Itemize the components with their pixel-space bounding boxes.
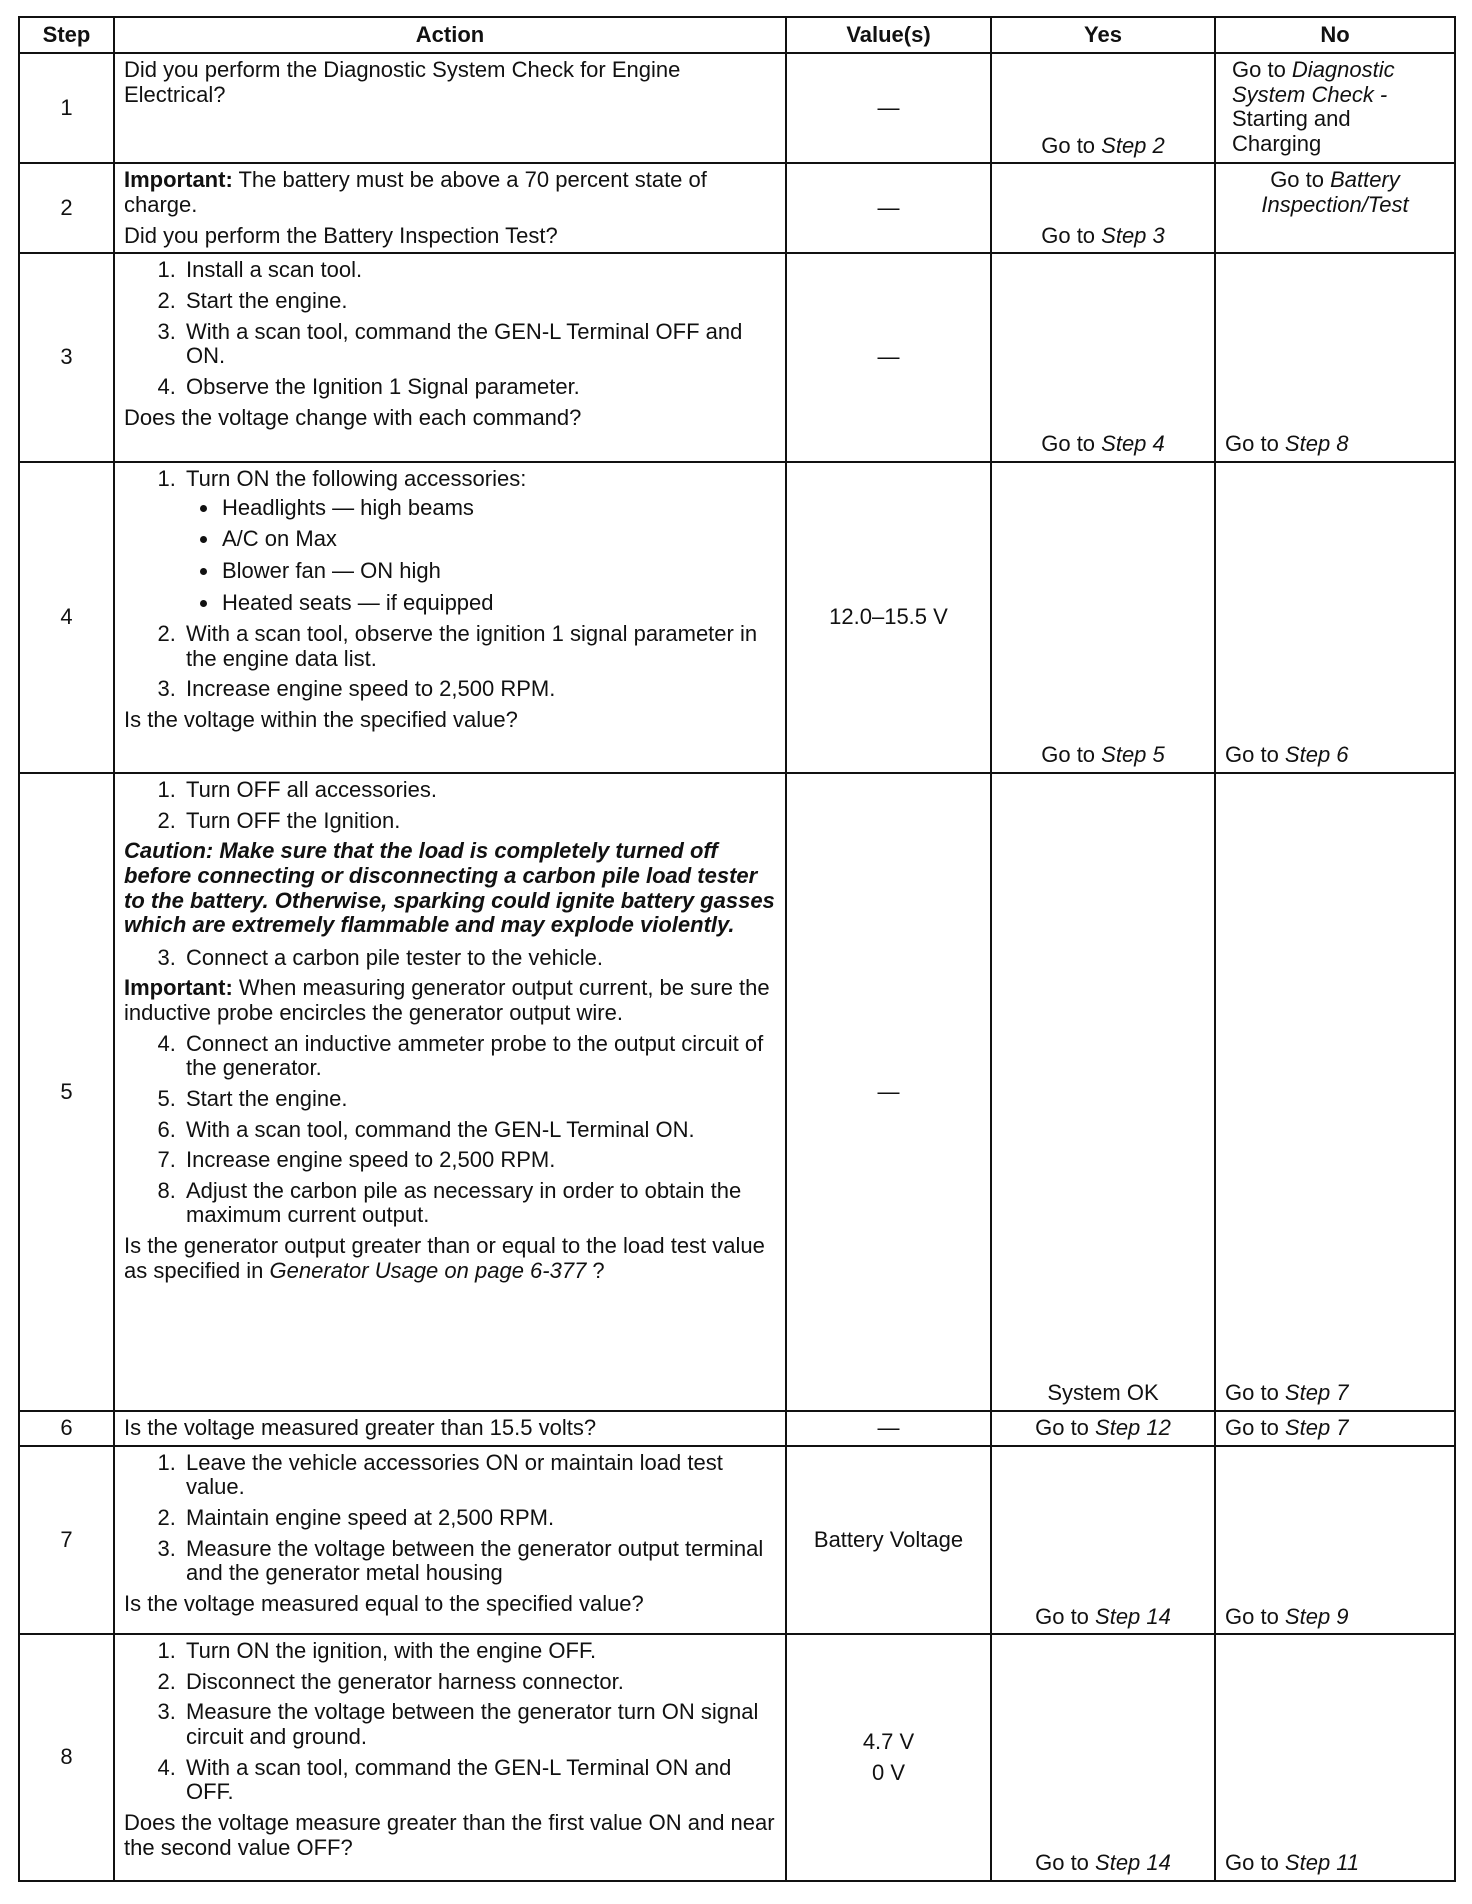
header-row <box>19 17 1455 53</box>
yes-step-link[interactable]: Step 14 <box>1095 1603 1171 1629</box>
value-dash: — <box>877 1078 900 1104</box>
no-prefix: Go to <box>1225 1850 1285 1876</box>
table-row <box>19 773 1455 1411</box>
action-step-text: Turn ON the following accessories: <box>186 466 527 492</box>
action-step: 4. With a scan tool, command the GEN-L Terminal ON and OFF. <box>182 1756 776 1805</box>
accessory-item: • Blower fan — ON high <box>220 559 776 584</box>
no-cell <box>1215 253 1455 462</box>
value-cell <box>786 1411 991 1446</box>
yes-cell <box>991 53 1215 163</box>
action-steps <box>124 467 776 702</box>
accessory-item: • A/C on Max <box>220 527 776 552</box>
header-step: Step <box>19 17 114 53</box>
value-cell: 12.0–15.5 V <box>786 462 991 773</box>
action-cell <box>114 1446 786 1635</box>
important-label: Important: <box>124 975 233 1001</box>
action-step: 4. Connect an inductive ammeter probe to the output circuit of the generator. <box>182 1032 776 1081</box>
action-cell <box>114 53 786 163</box>
action-step: 8. Adjust the carbon pile as necessary in order to obtain the maximum current output. <box>182 1179 776 1228</box>
no-suffix: Starting and Charging <box>1232 106 1351 156</box>
no-step-link[interactable]: Step 7 <box>1284 1380 1349 1406</box>
no-step-link[interactable]: Step 8 <box>1284 431 1349 457</box>
important-text: When measuring generator output current, be sure the inductive probe encircles the generator output wire. <box>124 975 770 1026</box>
action-step: 2. With a scan tool, observe the ignition 1 signal parameter in the engine data list. <box>182 622 776 671</box>
yes-cell <box>991 163 1215 253</box>
action-cell <box>114 163 786 253</box>
diagnostic-table <box>18 16 1456 1882</box>
yes-step-link[interactable]: Step 14 <box>1095 1850 1171 1876</box>
action-question: Is the voltage measured greater than 15.5 volts? <box>124 1414 597 1440</box>
accessory-list <box>186 496 776 616</box>
action-step: 2. Turn OFF the Ignition. <box>182 809 776 834</box>
action-cell <box>114 253 786 462</box>
header-values: Value(s) <box>786 17 991 53</box>
action-step: 2. Start the engine. <box>182 289 776 314</box>
step-number: 4 <box>19 462 114 773</box>
value-dash: — <box>877 94 900 120</box>
no-prefix: Go to <box>1225 742 1285 768</box>
no-prefix: Go to <box>1225 1380 1285 1406</box>
no-step-link[interactable]: Step 11 <box>1284 1850 1360 1876</box>
value-cell <box>786 163 991 253</box>
action-step: 3. Measure the voltage between the generator turn ON signal circuit and ground. <box>182 1700 776 1749</box>
value-cell <box>786 253 991 462</box>
action-steps <box>124 258 776 399</box>
yes-prefix: Go to <box>1041 132 1102 158</box>
step-number: 2 <box>19 163 114 253</box>
action-question: Did you perform the Battery Inspection Test? <box>124 222 558 248</box>
step-number: 6 <box>19 1411 114 1446</box>
yes-prefix: Go to <box>1035 1603 1096 1629</box>
table-row <box>19 53 1455 163</box>
accessory-item: • Heated seats — if equipped <box>220 591 776 616</box>
action-question: Does the voltage measure greater than the first value ON and near the second value OFF? <box>124 1809 775 1860</box>
table-row <box>19 1446 1455 1635</box>
value-dash: — <box>877 1414 900 1440</box>
action-step: 3. Measure the voltage between the generator output terminal and the generator metal housing <box>182 1537 776 1586</box>
action-cell <box>114 462 786 773</box>
important-label: Important: <box>124 167 233 193</box>
no-prefix: Go to <box>1232 57 1292 82</box>
action-step: 7. Increase engine speed to 2,500 RPM. <box>182 1148 776 1173</box>
yes-step-link[interactable]: Step 4 <box>1101 431 1165 457</box>
action-step: 1. Turn ON the ignition, with the engine OFF. <box>182 1639 776 1664</box>
no-step-link[interactable]: Diagnostic System Check - <box>1232 57 1395 107</box>
action-step: 3. With a scan tool, command the GEN-L Terminal OFF and ON. <box>182 320 776 369</box>
no-prefix: Go to <box>1225 1603 1285 1629</box>
table-row <box>19 163 1455 253</box>
action-steps <box>124 778 776 833</box>
action-step: 2. Maintain engine speed at 2,500 RPM. <box>182 1506 776 1531</box>
no-prefix: Go to <box>1225 431 1285 457</box>
yes-step-link[interactable]: Step 2 <box>1101 132 1165 158</box>
no-cell <box>1215 462 1455 773</box>
action-step: 3. Connect a carbon pile tester to the vehicle. <box>182 946 776 971</box>
yes-cell <box>991 253 1215 462</box>
action-step: 1. Leave the vehicle accessories ON or maintain load test value. <box>182 1451 776 1500</box>
action-steps <box>124 1639 776 1805</box>
table-row <box>19 253 1455 462</box>
step-number: 8 <box>19 1634 114 1881</box>
action-step: 1. Turn OFF all accessories. <box>182 778 776 803</box>
no-step-link[interactable]: Battery Inspection/Test <box>1261 167 1409 217</box>
value-on: 4.7 V <box>862 1728 915 1754</box>
no-cell <box>1215 53 1455 163</box>
step-number: 3 <box>19 253 114 462</box>
yes-cell: System OK <box>991 773 1215 1411</box>
no-step-link[interactable]: Step 6 <box>1284 742 1349 768</box>
action-step: 6. With a scan tool, command the GEN-L Terminal ON. <box>182 1118 776 1143</box>
yes-cell <box>991 1411 1215 1446</box>
table-row <box>19 1411 1455 1446</box>
yes-prefix: Go to <box>1041 742 1102 768</box>
step-number: 5 <box>19 773 114 1411</box>
caution-note: Caution: Make sure that the load is completely turned off before connecting or disconnecting a carbon pile load tester to the battery. Otherwise, sparking could ignite battery gasses which are extremely flammable and may explode violently. <box>124 838 775 938</box>
important-note <box>124 168 776 217</box>
action-steps <box>124 1032 776 1228</box>
value-cell <box>786 773 991 1411</box>
question-text: Is the generator output greater than or equal to the load test value as specified in <box>124 1233 765 1283</box>
action-step: 5. Start the engine. <box>182 1087 776 1112</box>
yes-prefix: Go to <box>1041 222 1102 248</box>
important-note <box>124 976 776 1025</box>
no-prefix: Go to <box>1270 167 1331 193</box>
question-suffix: ? <box>586 1257 605 1283</box>
header-action: Action <box>114 17 786 53</box>
value-cell <box>786 1634 991 1881</box>
no-cell <box>1215 1634 1455 1881</box>
value-dash: — <box>877 344 900 370</box>
action-step: 2. Disconnect the generator harness connector. <box>182 1670 776 1695</box>
no-prefix: Go to <box>1225 1415 1285 1441</box>
step-number: 1 <box>19 53 114 163</box>
table-row <box>19 1634 1455 1881</box>
yes-cell <box>991 1446 1215 1635</box>
yes-step-link[interactable]: Step 3 <box>1101 222 1165 248</box>
yes-step-link[interactable]: Step 5 <box>1101 742 1165 768</box>
value-dash: — <box>877 195 900 221</box>
value-cell <box>786 53 991 163</box>
yes-prefix: Go to <box>1035 1850 1096 1876</box>
action-question <box>124 1234 776 1283</box>
no-cell <box>1215 163 1455 253</box>
generator-usage-link[interactable]: Generator Usage on page 6-377 <box>269 1257 587 1283</box>
action-step: 1. Install a scan tool. <box>182 258 776 283</box>
accessory-item: • Headlights — high beams <box>220 496 776 521</box>
important-text: The battery must be above a 70 percent state of charge. <box>124 167 707 217</box>
no-cell <box>1215 1411 1455 1446</box>
no-step-link[interactable]: Step 7 <box>1284 1415 1349 1441</box>
no-cell <box>1215 1446 1455 1635</box>
no-cell <box>1215 773 1455 1411</box>
action-question: Did you perform the Diagnostic System Check for Engine Electrical? <box>124 57 681 107</box>
yes-cell <box>991 1634 1215 1881</box>
action-cell <box>114 1411 786 1446</box>
action-steps <box>124 946 776 971</box>
action-question: Is the voltage measured equal to the specified value? <box>124 1590 644 1616</box>
yes-prefix: Go to <box>1035 1415 1096 1441</box>
header-yes: Yes <box>991 17 1215 53</box>
yes-prefix: Go to <box>1041 431 1102 457</box>
value-cell: Battery Voltage <box>786 1446 991 1635</box>
action-step <box>182 467 776 615</box>
action-steps <box>124 1451 776 1586</box>
step-number: 7 <box>19 1446 114 1635</box>
no-step-link[interactable]: Step 9 <box>1284 1603 1349 1629</box>
yes-step-link[interactable]: Step 12 <box>1095 1415 1171 1441</box>
action-cell <box>114 1634 786 1881</box>
action-question: Is the voltage within the specified value? <box>124 707 518 733</box>
action-step: 3. Increase engine speed to 2,500 RPM. <box>182 677 776 702</box>
action-question: Does the voltage change with each command? <box>124 404 582 430</box>
action-cell <box>114 773 786 1411</box>
header-no: No <box>1215 17 1455 53</box>
value-off: 0 V <box>871 1759 906 1785</box>
table-row <box>19 462 1455 773</box>
action-step: 4. Observe the Ignition 1 Signal parameter. <box>182 375 776 400</box>
yes-cell <box>991 462 1215 773</box>
